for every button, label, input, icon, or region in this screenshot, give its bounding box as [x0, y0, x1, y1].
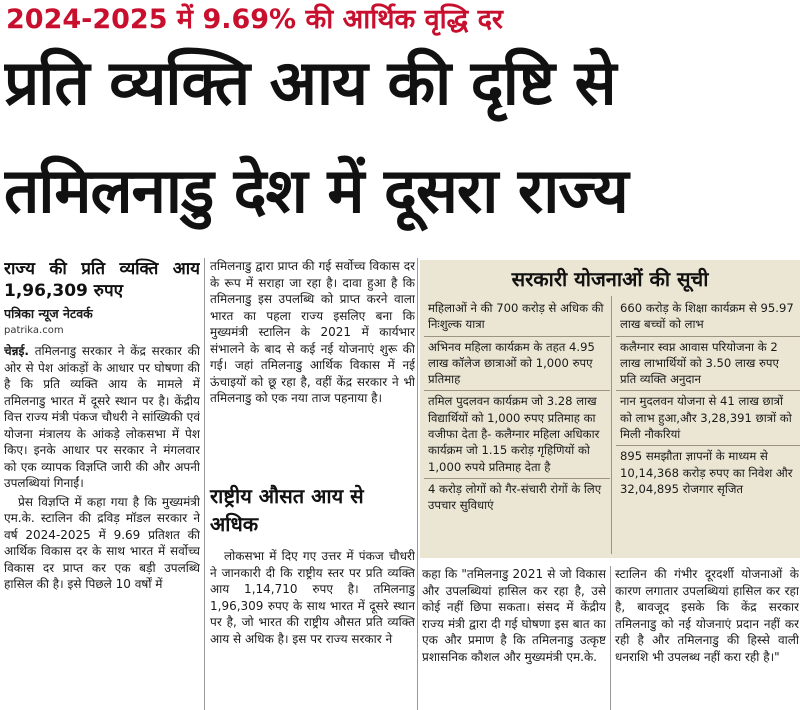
list-item: तमिल पुदलवन कार्यक्रम जो 3.28 लाख विद्यार्थियों को 1,000 रुपए प्रतिमाह का वजीफा देता है- कलैग्नार महिला अधिकार कार्यक्रम जो 1.15 करोड़ गृहिणियों को 1,000 रुपये प्रतिमाह देता है	[424, 391, 610, 478]
middle-column-top	[210, 258, 415, 482]
schemes-box	[420, 260, 800, 558]
column-rule-2	[417, 258, 418, 710]
schemes-right-list	[616, 298, 800, 500]
left-column	[4, 258, 200, 710]
schemes-divider	[611, 296, 612, 554]
middle-subhead: राष्ट्रीय औसत आय से अधिक	[210, 484, 364, 536]
left-subhead: राज्य की प्रति व्यक्ति आय 1,96,309 रुपए	[4, 259, 200, 301]
bottom-column-1	[422, 566, 606, 710]
kicker-line: 2024-2025 में 9.69% की आर्थिक वृद्धि दर	[6, 4, 503, 35]
bottom-column-2	[615, 566, 799, 710]
list-item: 660 करोड़ के शिक्षा कार्यक्रम से 95.97 लाख बच्चों को लाभ	[616, 298, 800, 337]
middle-column-bottom	[210, 548, 415, 710]
column-rule-3	[610, 566, 611, 710]
left-paragraph-1-text: तमिलनाडु सरकार ने केंद्र सरकार की ओर से पेश आंकड़ों के आधार पर घोषणा की है कि प्रति व्यक्ति आय के मामले में तमिलनाडु भारत में दूसरे स्थान पर है। केंद्रीय वित्त राज्य मंत्री पंकज चौधरी ने सांख्यिकी एवं योजना मंत्रालय के आंकड़े लोकसभा में पेश किए। इनके आधार पर सरकार ने मंगलवार को एक व्यापक विज्ञप्ति जारी की और अपनी उपलब्धियां गिनाईं।	[4, 344, 200, 490]
list-item: नान मुदलवन योजना से 41 लाख छात्रों को लाभ हुआ,और 3,28,391 छात्रों को मिली नौकरियां	[616, 391, 800, 446]
schemes-left-list	[424, 298, 610, 517]
headline-line-1: प्रति व्यक्ति आय की दृष्टि से	[4, 46, 616, 119]
website: patrika.com	[4, 324, 64, 336]
list-item: कलैग्नार स्वप्न आवास परियोजना के 2 लाख लाभार्थियों को 3.50 लाख रुपए प्रति व्यक्ति अनुदान	[616, 337, 800, 392]
bottom-paragraph-1: कहा कि "तमिलनाडु 2021 से जो विकास और उपलब्धियां हासिल कर रहा है, उसे कोई नहीं छिपा सकता। संसद में केंद्रीय राज्य मंत्री द्वारा दी गई घोषणा इस बात का एक और प्रमाण है कि तमिलनाडु उत्कृष्ट प्रशासनिक कौशल और मुख्यमंत्री एम.के.	[422, 567, 606, 664]
list-item: 895 समझौता ज्ञापनों के माध्यम से 10,14,368 करोड़ रुपए का निवेश और 32,04,895 रोजगार सृजित	[620, 449, 793, 496]
dateline: चेन्नई.	[4, 344, 29, 358]
middle-paragraph-2: लोकसभा में दिए गए उत्तर में पंकज चौधरी ने जानकारी दी कि राष्ट्रीय स्तर पर प्रति व्यक्ति आय 1,14,710 रुपए है। तमिलनाडु 1,96,309 रुपए के साथ भारत में दूसरे स्थान पर है, जो भारत की राष्ट्रीय औसत प्रति व्यक्ति आय से अधिक है। इस पर राज्य सरकार ने	[210, 549, 415, 646]
headline-line-2: तमिलनाडु देश में दूसरा राज्य	[4, 154, 628, 227]
list-item: महिलाओं ने की 700 करोड़ से अधिक की निःशुल्क यात्रा	[424, 298, 610, 337]
list-item: 4 करोड़ लोगों को गैर-संचारी रोगों के लिए उपचार सुविधाएं	[428, 481, 602, 513]
middle-paragraph-1: तमिलनाडु द्वारा प्राप्त की गई सर्वोच्च विकास दर के रूप में सराहा जा रहा है। दावा हुआ है कि तमिलनाडु इस उपलब्धि को प्राप्त करने वाला भारत का पहला राज्य इसलिए बना कि मुख्यमंत्री स्टालिन के 2021 में कार्यभार संभालने के बाद से कई नई योजनाएं शुरू की गई। जहां तमिलनाडु आर्थिक विकास में नई ऊंचाइयों को छू रहा है, वहीं केंद्र सरकार ने भी तमिलनाडु को एक नया ताज पहनाया है।	[210, 259, 415, 405]
left-paragraph-1	[4, 343, 200, 492]
bottom-paragraph-2: स्टालिन की गंभीर दूरदर्शी योजनाओं के कारण लगातार उपलब्धियां हासिल कर रहा है, बावजूद इसके कि केंद्र सरकार तमिलनाडु को नई योजनाएं प्रदान नहीं कर रही है और तमिलनाडु की हिस्से वाली धनराशि भी उपलब्ध नहीं करा रही है।"	[615, 567, 799, 664]
left-paragraph-2: प्रेस विज्ञप्ति में कहा गया है कि मुख्यमंत्री एम.के. स्टालिन की द्रविड़ मॉडल सरकार ने वर्ष 2024-2025 में 9.69 प्रतिशत की आर्थिक विकास दर के साथ भारत में सर्वोच्च विकास दर प्राप्त कर एक बड़ी उपलब्धि हासिल की है। इसे पिछले 10 वर्षों में	[4, 494, 200, 591]
byline: पत्रिका न्यूज नेटवर्क	[4, 306, 93, 321]
column-rule-1	[204, 258, 205, 710]
schemes-title: सरकारी योजनाओं की सूची	[511, 267, 709, 291]
list-item: अभिनव महिला कार्यक्रम के तहत 4.95 लाख कॉलेज छात्राओं को 1,000 रुपए प्रतिमाह	[424, 337, 610, 392]
